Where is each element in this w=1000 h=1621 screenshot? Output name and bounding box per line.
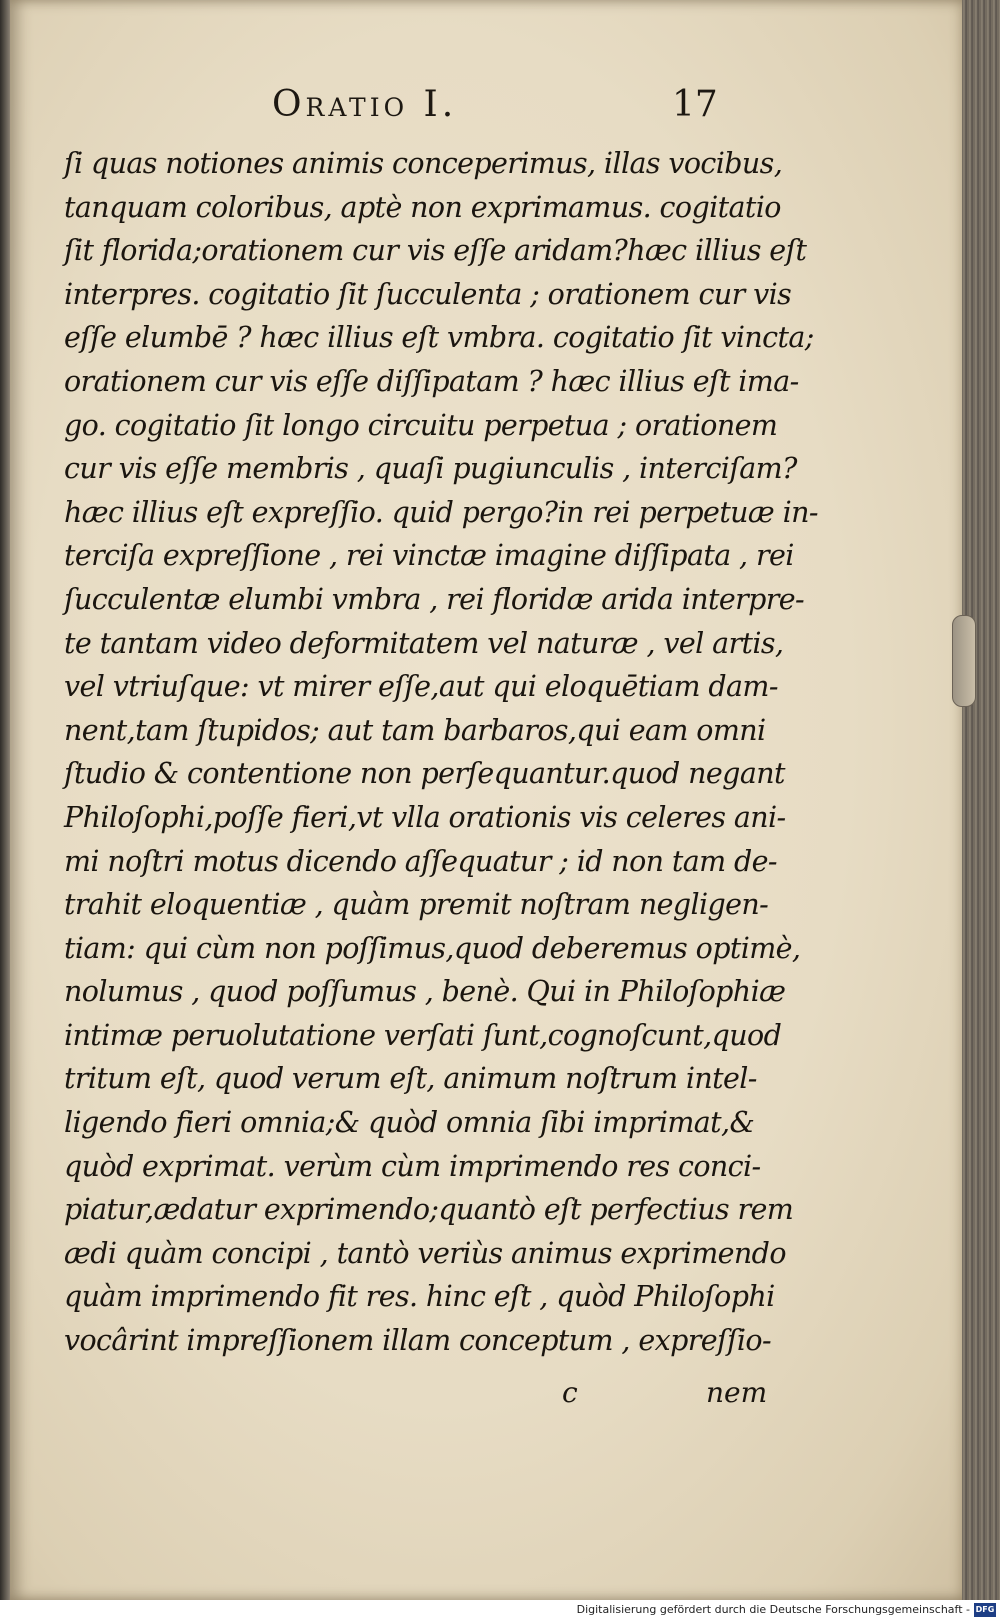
body-text (64, 142, 818, 1363)
catchword: nem (706, 1376, 768, 1409)
credit-text: Digitalisierung gefördert durch die Deutsche Forschungsgemeinschaft - (576, 1603, 970, 1616)
text-line: cur vis eſſe membris , quaſi pugiunculis , interciſam? (64, 452, 797, 486)
text-line: ſucculentæ elumbi vmbra , rei floridæ arida interpre- (64, 582, 805, 616)
text-line: te tantam video deformitatem vel naturæ , vel artis, (64, 626, 784, 660)
text-line: tanquam coloribus, aptè non exprimamus. cogitatio (64, 190, 781, 224)
text-line: go. cogitatio ſit longo circuitu perpetua ; orationem (64, 408, 778, 442)
book-page (10, 0, 965, 1600)
signature-mark: c (562, 1376, 578, 1409)
running-head: Oratio I. (272, 84, 458, 125)
text-line: ædi quàm concipi , tantò veriùs animus exprimendo (64, 1236, 786, 1270)
text-line: mi noſtri motus dicendo aſſequatur ; id non tam de- (64, 844, 777, 878)
text-line: ſit florida;orationem cur vis eſſe aridam?hæc illius eſt (64, 234, 807, 268)
text-line: tritum eſt, quod verum eſt, animum noſtrum intel- (64, 1062, 757, 1096)
dfg-logo: DFG (974, 1603, 996, 1617)
text-line: tiam: qui cùm non poſſimus,quod deberemus optimè, (64, 931, 801, 965)
credit-bar (0, 1600, 1000, 1621)
text-line: piatur,ædatur exprimendo;quantò eſt perfectius rem (64, 1193, 794, 1227)
text-line: interpres. cogitatio ſit ſucculenta ; orationem cur vis (64, 277, 792, 311)
page-footer (10, 1376, 965, 1416)
text-line: Philoſophi,poſſe fieri,vt vlla orationis vis celeres ani- (64, 800, 786, 834)
text-line: quòd exprimat. verùm cùm imprimendo res conci- (64, 1149, 761, 1183)
text-line: eſſe elumbē ? hæc illius eſt vmbra. cogitatio ſit vincta; (64, 321, 814, 355)
book-clasp (952, 615, 976, 707)
text-line: intimæ peruolutatione verſati ſunt,cognoſcunt,quod (64, 1018, 782, 1052)
text-line: vel vtriuſque: vt mirer eſſe,aut qui eloquētiam dam- (64, 670, 778, 704)
text-line: orationem cur vis eſſe diſſipatam ? hæc illius eſt ima- (64, 364, 799, 398)
text-line: nolumus , quod poſſumus , benè. Qui in Philoſophiæ (64, 975, 786, 1009)
text-line: ſi quas notiones animis conceperimus, illas vocibus, (64, 147, 783, 180)
text-line: trahit eloquentiæ , quàm premit noſtram negligen- (64, 888, 769, 922)
page-number: 17 (672, 84, 718, 125)
text-line: quàm imprimendo fit res. hinc eſt , quòd Philoſophi (64, 1280, 775, 1314)
text-line: hæc illius eſt expreſſio. quid pergo?in rei perpetuæ in- (64, 495, 818, 529)
text-line: nent,tam ſtupidos; aut tam barbaros,qui eam omni (64, 713, 766, 747)
text-line: ligendo fieri omnia;& quòd omnia ſibi imprimat,& (64, 1106, 755, 1140)
text-line: terciſa expreſſione , rei vinctæ imagine diſſipata , rei (64, 539, 794, 573)
text-line: vocârint impreſſionem illam conceptum , expreſſio- (64, 1324, 772, 1358)
page-header (272, 84, 752, 134)
page-stack-edges (962, 0, 1000, 1600)
text-line: ſtudio & contentione non perſequantur.quod negant (64, 757, 785, 791)
